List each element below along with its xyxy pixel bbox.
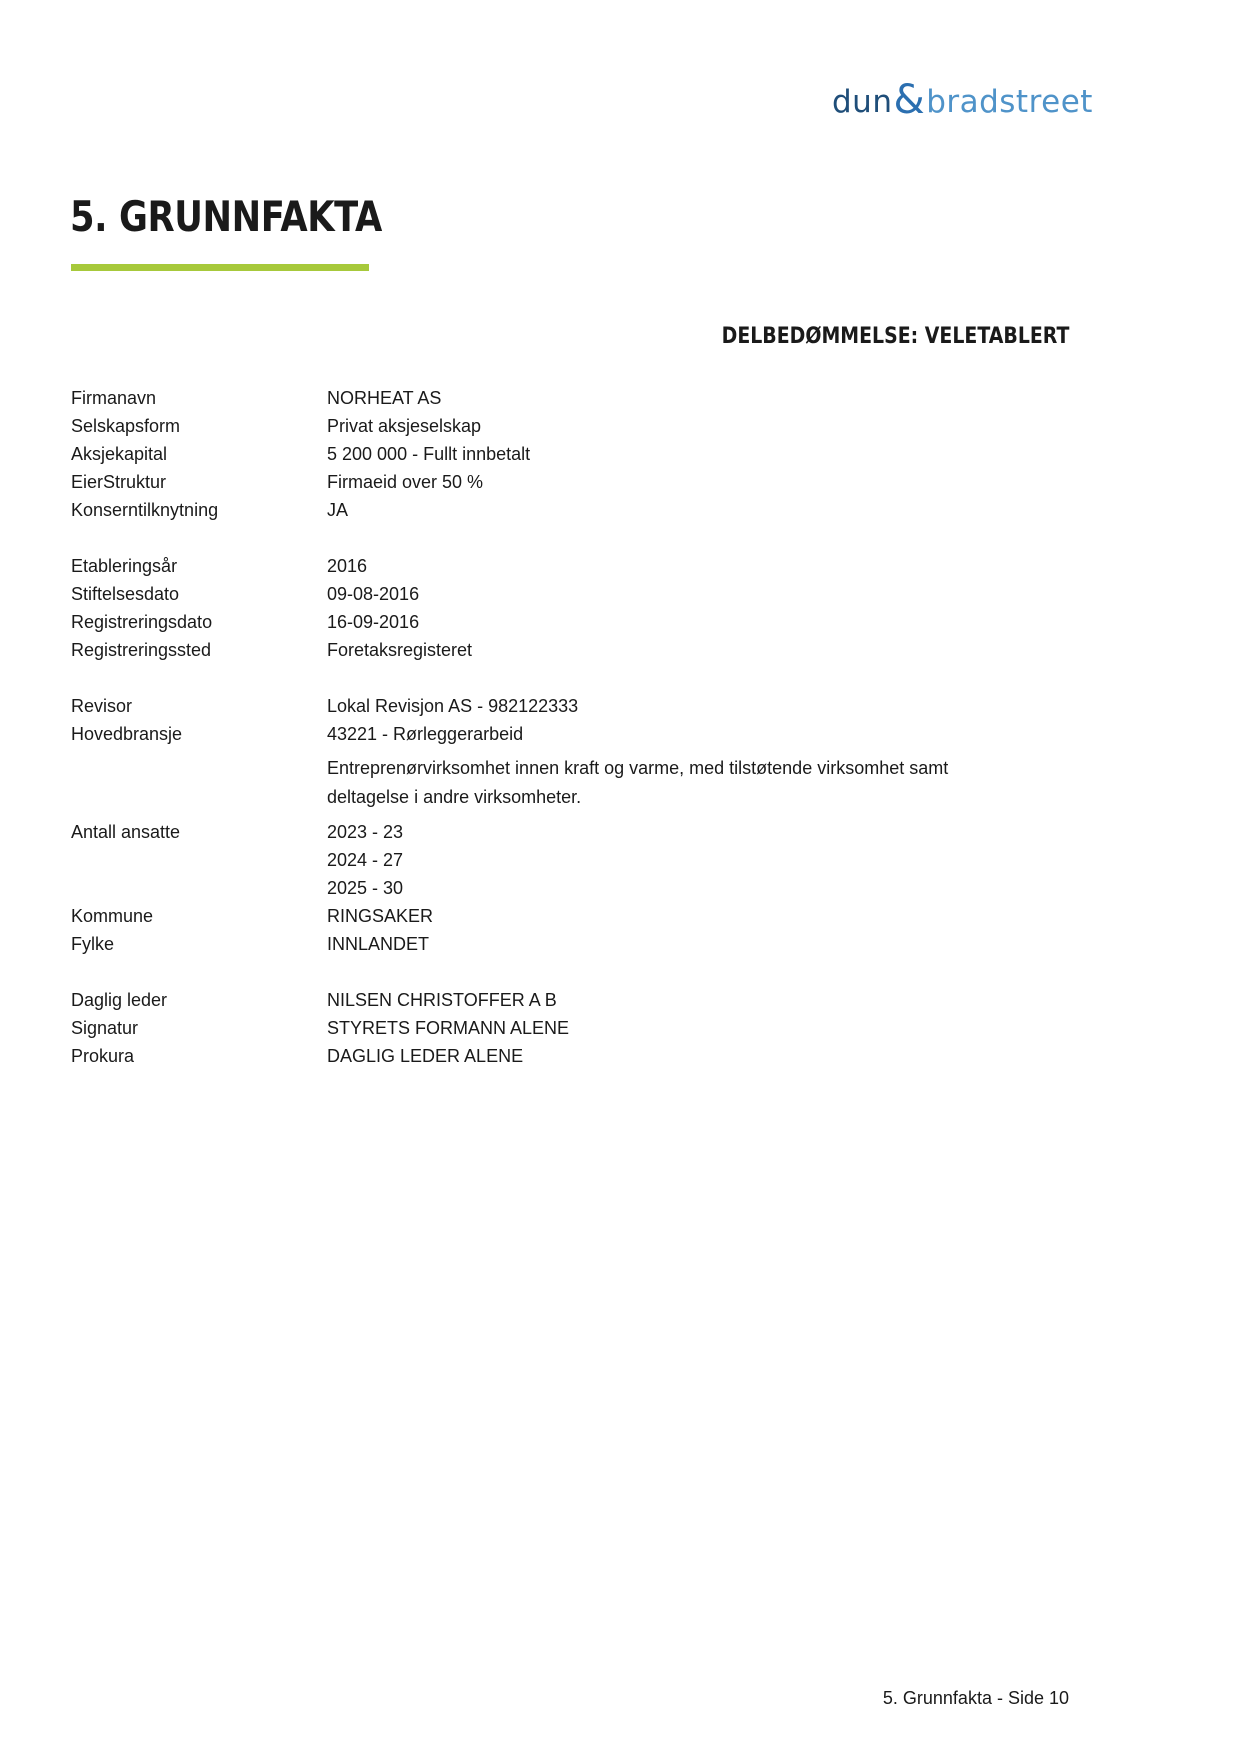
page-footer: 5. Grunnfakta - Side 10: [882, 1688, 1069, 1708]
logo-ampersand: &: [893, 77, 926, 123]
fact-value: 2023 - 23: [327, 822, 404, 842]
rating-heading: DELBEDØMMELSE: VELETABLERT: [721, 324, 1069, 349]
business-description: Entreprenørvirksomhet innen kraft og varme, med tilstøtende virksomhet samt deltagelse i andre virksomheter.: [327, 758, 949, 807]
company-group: [71, 384, 1071, 524]
fact-label: Etableringsår: [71, 556, 178, 576]
management-group: [71, 986, 1071, 1070]
fact-label-empty: [71, 754, 327, 812]
fact-label-empty: [71, 846, 327, 874]
fact-value: Privat aksjeselskap: [327, 416, 482, 436]
fact-row-revisor: [71, 692, 1071, 720]
fact-value: JA: [327, 500, 349, 520]
fact-label: Registreringssted: [71, 640, 212, 660]
fact-value: Firmaeid over 50 %: [327, 472, 484, 492]
fact-label: Stiftelsesdato: [71, 584, 180, 604]
fact-value: NILSEN CHRISTOFFER A B: [327, 990, 557, 1010]
fact-row-aksjekapital: [71, 440, 1071, 468]
registration-group: [71, 552, 1071, 664]
fact-label: Kommune: [71, 906, 154, 926]
fact-label: Hovedbransje: [71, 724, 183, 744]
fact-label: Firmanavn: [71, 388, 157, 408]
fact-label: Antall ansatte: [71, 822, 181, 842]
fact-row-firmanavn: [71, 384, 1071, 412]
fact-row-kommune: [71, 902, 1071, 930]
fact-label: Daglig leder: [71, 990, 168, 1010]
fact-row-ansatte-2023: [71, 818, 1071, 846]
fact-label: Konserntilknytning: [71, 500, 219, 520]
dun-bradstreet-logo: [832, 77, 1093, 124]
fact-label: Fylke: [71, 934, 115, 954]
fact-row-eierstruktur: [71, 468, 1071, 496]
fact-row-fylke: [71, 930, 1071, 958]
fact-value: Foretaksregisteret: [327, 640, 473, 660]
fact-row-registreringsdato: [71, 608, 1071, 636]
section-title: 5. GRUNNFAKTA: [70, 192, 382, 241]
fact-label-empty: [71, 874, 327, 902]
title-underline: [71, 264, 369, 271]
fact-row-selskapsform: [71, 412, 1071, 440]
fact-value: Lokal Revisjon AS - 982122333: [327, 696, 579, 716]
fact-label: EierStruktur: [71, 472, 167, 492]
fact-value: 43221 - Rørleggerarbeid: [327, 724, 524, 744]
fact-row-signatur: [71, 1014, 1071, 1042]
fact-value: 5 200 000 - Fullt innbetalt: [327, 444, 531, 464]
fact-value: NORHEAT AS: [327, 388, 442, 408]
logo-text-bradstreet: bradstreet: [926, 84, 1093, 120]
fact-row-description: [71, 754, 1071, 812]
fact-row-registreringssted: [71, 636, 1071, 664]
fact-value: INNLANDET: [327, 934, 430, 954]
fact-row-ansatte-2024: [71, 846, 1071, 874]
fact-label: Registreringsdato: [71, 612, 213, 632]
fact-label: Signatur: [71, 1018, 139, 1038]
fact-value: 16-09-2016: [327, 612, 420, 632]
fact-value: STYRETS FORMANN ALENE: [327, 1018, 570, 1038]
business-group: [71, 692, 1071, 958]
fact-row-hovedbransje: [71, 720, 1071, 748]
fact-row-etableringsar: [71, 552, 1071, 580]
fact-row-prokura: [71, 1042, 1071, 1070]
fact-value: RINGSAKER: [327, 906, 434, 926]
fact-row-daglig-leder: [71, 986, 1071, 1014]
fact-label: Prokura: [71, 1046, 135, 1066]
fact-value: 09-08-2016: [327, 584, 420, 604]
logo-text-dun: dun: [832, 84, 893, 120]
fact-row-stiftelsesdato: [71, 580, 1071, 608]
fact-label: Selskapsform: [71, 416, 181, 436]
fact-value: DAGLIG LEDER ALENE: [327, 1046, 524, 1066]
fact-value: 2025 - 30: [327, 878, 404, 898]
fact-row-konserntilknytning: [71, 496, 1071, 524]
fact-row-ansatte-2025: [71, 874, 1071, 902]
fact-value: 2024 - 27: [327, 850, 404, 870]
fact-value: 2016: [327, 556, 368, 576]
fact-label: Revisor: [71, 696, 133, 716]
facts-table: [71, 384, 1071, 1098]
fact-label: Aksjekapital: [71, 444, 168, 464]
